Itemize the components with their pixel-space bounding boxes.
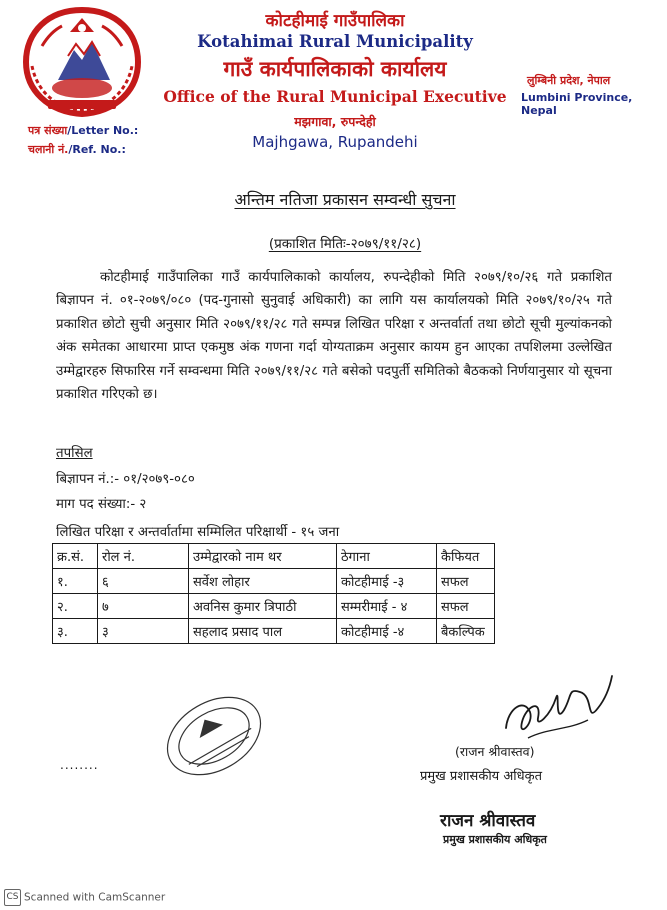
- cell-serial: २.: [53, 594, 98, 619]
- ref-no-label-en: /Ref. No.:: [68, 143, 126, 156]
- cell-remarks: बैकल्पिक: [437, 619, 495, 644]
- cell-roll: ३: [98, 619, 189, 644]
- designation-stamp: प्रमुख प्रशासकीय अधिकृत: [443, 833, 547, 846]
- cell-roll: ७: [98, 594, 189, 619]
- address-np: मझगावा, रुपन्देही: [294, 114, 376, 129]
- table-row: [53, 619, 495, 644]
- office-name-en: Office of the Rural Municipal Executive: [163, 87, 507, 106]
- cell-remarks: सफल: [437, 594, 495, 619]
- cell-name: सहलाद प्रसाद पाल: [189, 619, 337, 644]
- cell-serial: १.: [53, 569, 98, 594]
- table-header-row: [53, 544, 495, 569]
- municipality-name-np: कोटहीमाई गाउँपालिका: [265, 11, 405, 31]
- province-en: Lumbini Province, Nepal: [521, 91, 633, 117]
- table-row: [53, 569, 495, 594]
- ref-no-label-np: चलानी नं.: [28, 143, 69, 156]
- nepal-emblem-icon: [18, 6, 146, 118]
- col-remarks: कैफियत: [437, 544, 495, 569]
- cell-name: सर्वेश लोहार: [189, 569, 337, 594]
- letter-no-label-np: पत्र संख्या: [28, 124, 68, 137]
- province-np: लुम्बिनी प्रदेश, नेपाल: [527, 74, 611, 87]
- office-seal-icon: [158, 690, 270, 782]
- cell-address: कोटहीमाई -३: [337, 569, 437, 594]
- name-stamp: राजन श्रीवास्तव: [440, 811, 536, 831]
- notice-body-text: कोटहीमाई गाउँपालिका गाउँ कार्यपालिकाको कार्यालय, रुपन्देहीको मिति २०७९/१०/२६ गते प्रकाशित बिज्ञापन नं. ०१-२०७९/०८० (पद-गुनासो सुनुवाई अधिकारी) का लागि यस कार्यालयको मिति २०७९/१०/२५ गते प्रकाशित छोटो सुची अनुसार मिति २०७९/११/२८ गते सम्पन्न लिखित परिक्षा र अन्तर्वार्ता तथा छोटो सूची मुल्यांकनको अंक समेतका आधारमा प्राप्त एकमुष्ठ अंक गणना गर्दा योग्यताक्रम अनुसार कायम हुन आएका तपशिलमा उल्लेखित उम्मेद्वारहरु सिफारिस गर्ने सम्वन्धमा मिति २०७९/११/२८ गते बसेको पदपुर्ती समितिको बैठकको निर्णयानुसार यो सूचना प्रकाशित गरिएको छ।: [56, 270, 612, 403]
- col-serial: क्र.सं.: [53, 544, 98, 569]
- tapsil-heading: तपसिल: [56, 446, 93, 461]
- published-date: (प्रकाशित मितिः-२०७९/११/२८): [268, 236, 422, 252]
- municipality-name-en: Kotahimai Rural Municipality: [197, 32, 473, 51]
- letter-no-label: [28, 123, 138, 138]
- office-name-np: गाउँ कार्यपालिकाको कार्यालय: [223, 57, 447, 81]
- scanner-footer: [4, 889, 165, 906]
- cell-address: सम्मरीमाई - ४: [337, 594, 437, 619]
- ref-no-label: [28, 142, 126, 157]
- signatory-designation: प्रमुख प्रशासकीय अधिकृत: [420, 769, 543, 784]
- dotted-line: ........: [60, 758, 99, 772]
- cell-serial: ३.: [53, 619, 98, 644]
- col-roll: रोल नं.: [98, 544, 189, 569]
- table-row: [53, 594, 495, 619]
- letter-no-label-en: /Letter No.:: [67, 124, 139, 137]
- results-table: [52, 543, 495, 644]
- signatory-name: (राजन श्रीवास्तव): [455, 744, 535, 759]
- advertisement-number: बिज्ञापन नं.:- ०१/२०७९-०८०: [56, 472, 195, 487]
- notice-body: [56, 266, 612, 406]
- cell-address: कोटहीमाई -४: [337, 619, 437, 644]
- candidate-count: लिखित परिक्षा र अन्तर्वार्तामा सम्मिलित परिक्षार्थी - १५ जना: [56, 525, 340, 540]
- address-en: Majhgawa, Rupandehi: [252, 133, 418, 151]
- cell-roll: ६: [98, 569, 189, 594]
- handwritten-signature-icon: [498, 668, 618, 750]
- col-address: ठेगाना: [337, 544, 437, 569]
- col-name: उम्मेद्वारको नाम थर: [189, 544, 337, 569]
- demanded-posts: माग पद संख्या:- २: [56, 497, 147, 512]
- notice-title: अन्तिम नतिजा प्रकासन सम्वन्धी सुचना: [234, 190, 456, 209]
- camscanner-icon: CS: [4, 889, 21, 906]
- cell-name: अवनिस कुमार त्रिपाठी: [189, 594, 337, 619]
- cell-remarks: सफल: [437, 569, 495, 594]
- scanner-footer-text: Scanned with CamScanner: [24, 891, 166, 904]
